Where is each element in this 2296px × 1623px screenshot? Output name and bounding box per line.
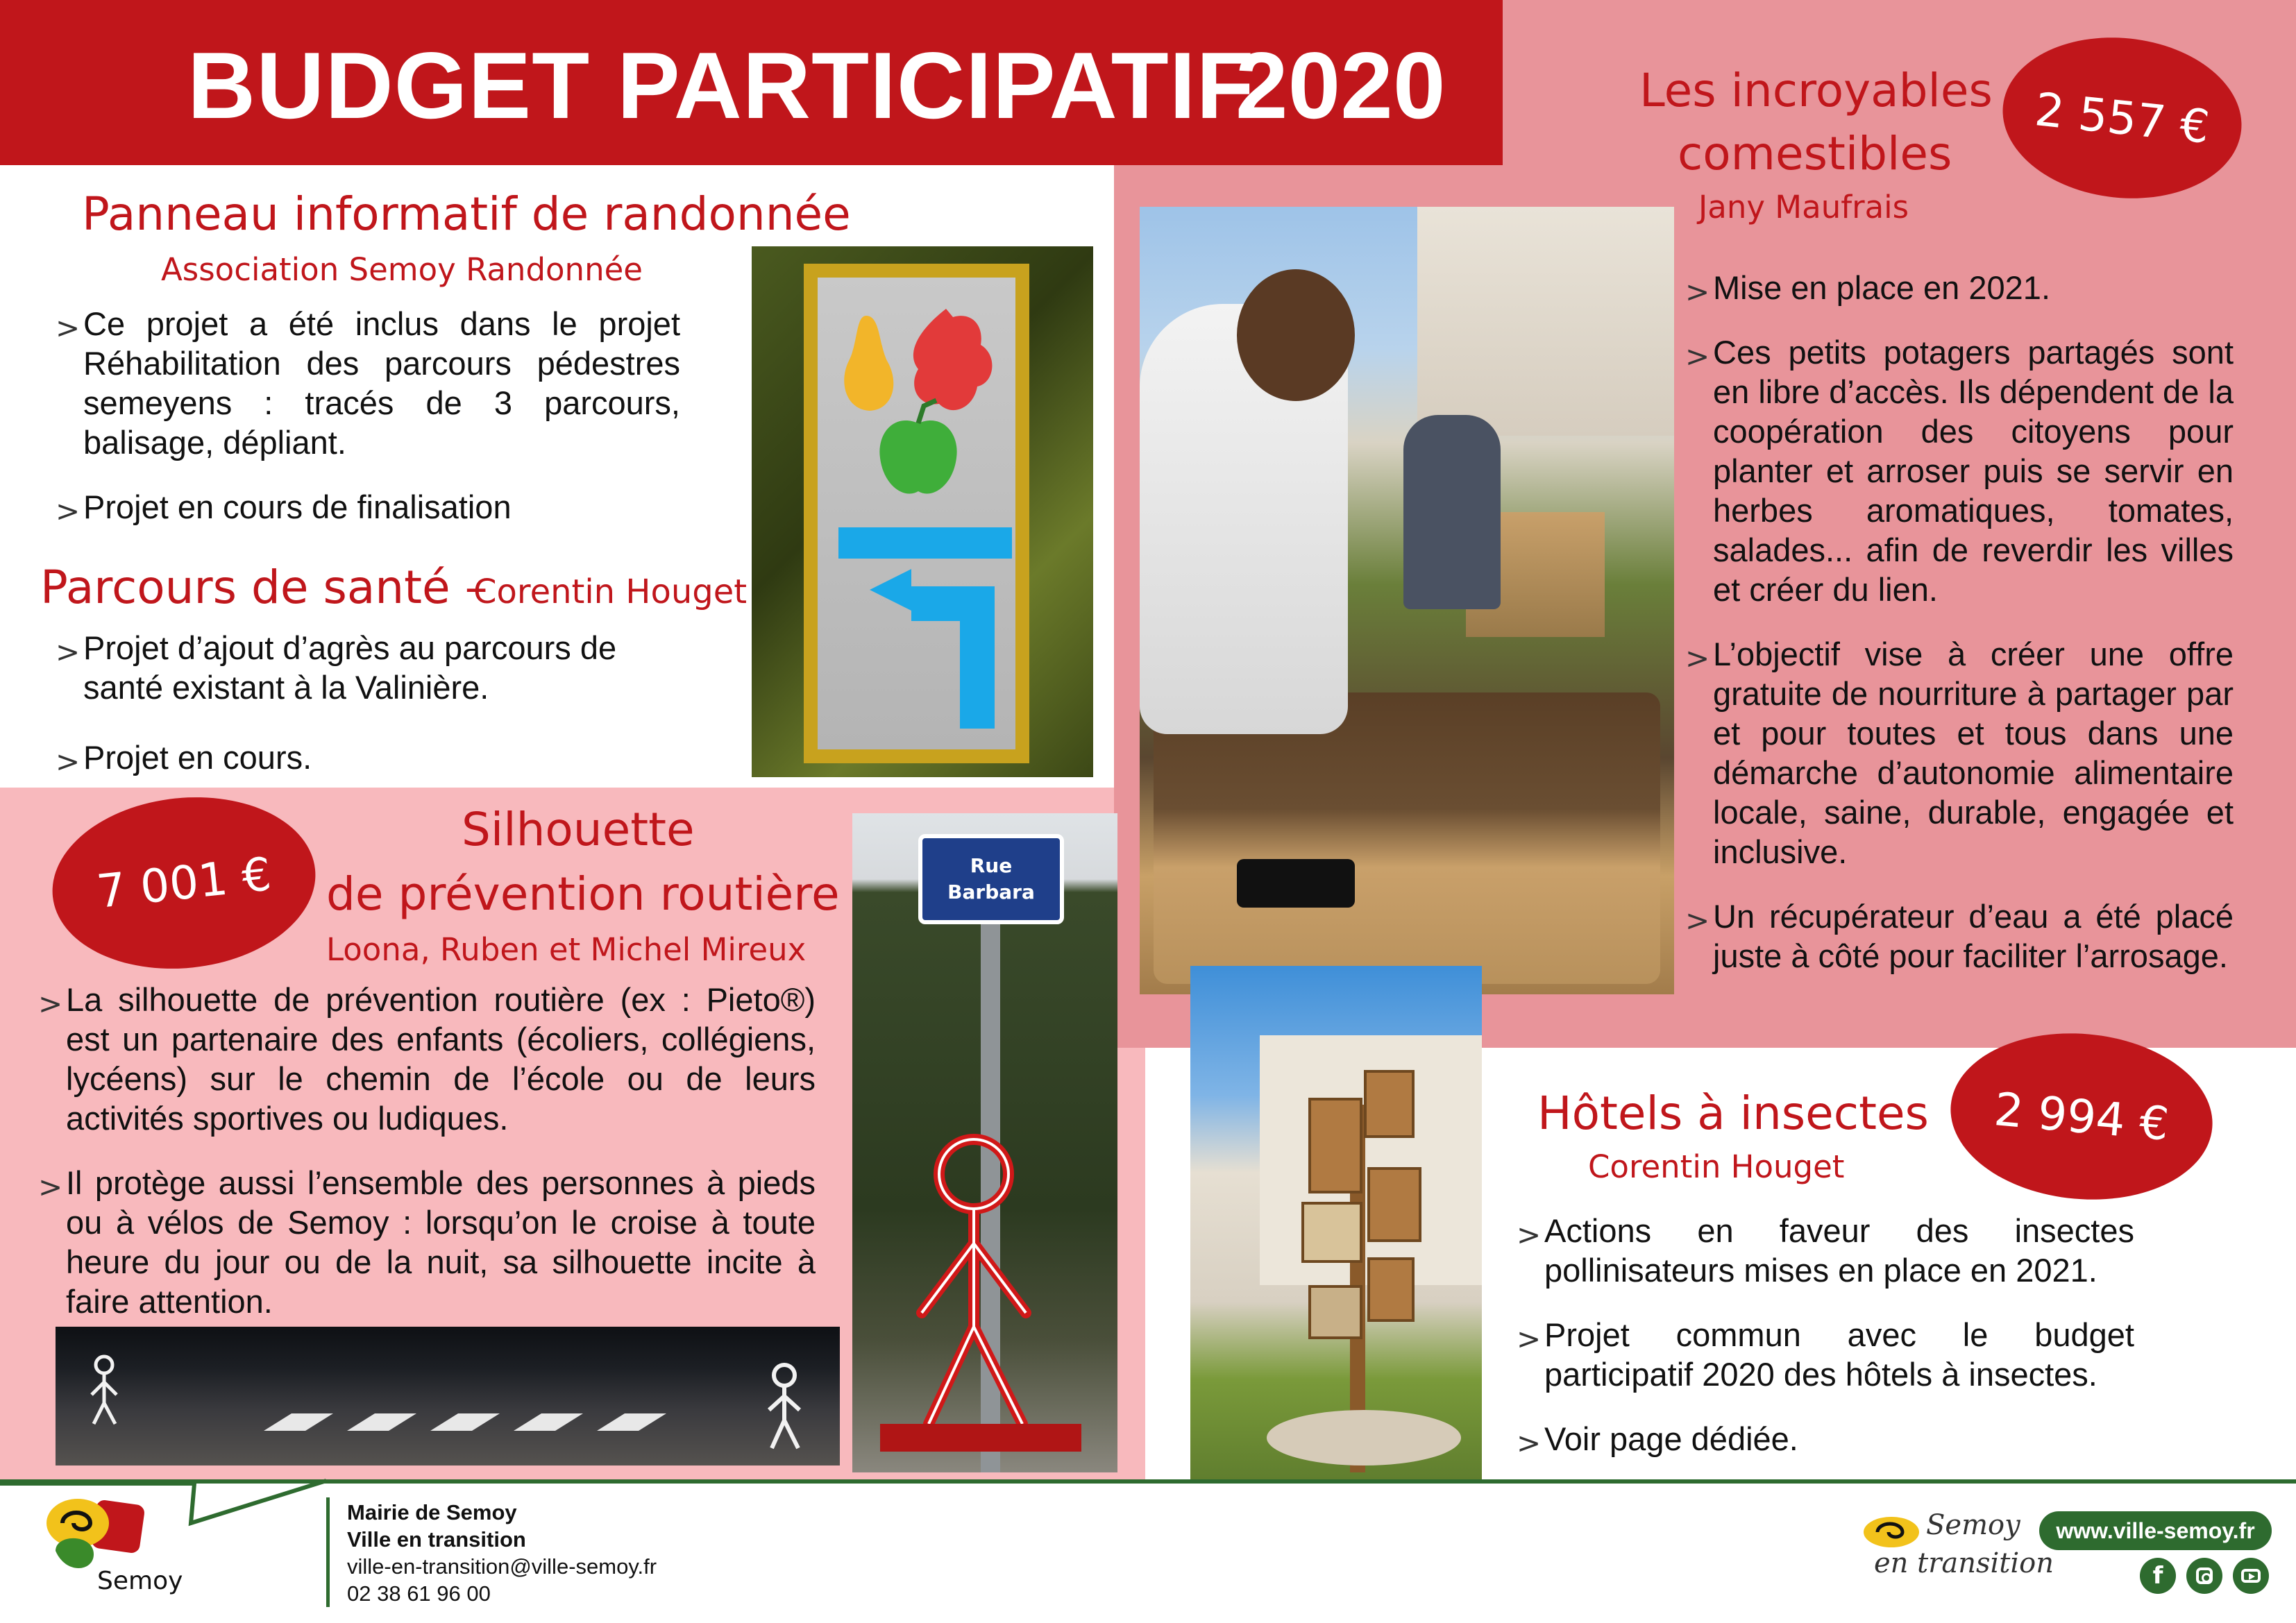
footer-line1: Mairie de Semoy: [347, 1500, 517, 1524]
street-sign-line2: Barbara: [947, 881, 1035, 903]
sante-title: Parcours de santé –: [40, 561, 488, 614]
hotels-price: 2 994 €: [1943, 1023, 2219, 1210]
hotels-bullet-1: > Actions en faveur des insectes pollinisateurs mises en place en 2021.: [1517, 1211, 2134, 1290]
footer-divider: [326, 1497, 330, 1607]
silhouette-title-1: Silhouette: [462, 803, 695, 856]
silhouette-bullet-2: > Il protège aussi l’ensemble des personnes à pieds ou à vélos de Semoy : lorsqu’on le croise à toute heure du jour ou de la nuit, sa silhouette incite à faire attention.: [38, 1163, 816, 1321]
comestibles-bullet-2: > Ces petits potagers partagés sont en libre d’accès. Ils dépendent de la coopération des citoyens pour planter et arroser puis se servir en herbes aromatiques, tomates, salades... afin de reverdir les villes et créer du lien.: [1685, 332, 2234, 609]
comestibles-bullet-4: > Un récupérateur d’eau a été placé juste à côté pour faciliter l’arrosage.: [1685, 897, 2234, 976]
comestibles-title-1: Les incroyables: [1639, 64, 1993, 117]
planter-box: [1154, 692, 1660, 984]
garden-photo: [1140, 207, 1674, 994]
instagram-icon[interactable]: [2186, 1558, 2222, 1594]
person-checkered: [1403, 415, 1501, 609]
apple-icon: [879, 420, 956, 493]
sante-bullet-2: > Projet en cours.: [56, 738, 680, 777]
street-sign-line1: Rue: [970, 854, 1013, 877]
hotel-box-4: [1367, 1167, 1421, 1242]
comestibles-price: 2 557 €: [1995, 26, 2249, 210]
silhouette-bullets: [38, 980, 816, 1346]
comestibles-bullet-1: > Mise en place en 2021.: [1685, 268, 2234, 307]
comestibles-bullets: [1685, 268, 2234, 1001]
transition-logo-line1: Semoy: [1926, 1509, 2020, 1541]
footer-phone: 02 38 61 96 00: [347, 1581, 491, 1606]
person-head: [1237, 269, 1355, 401]
footer-line: [0, 1479, 2296, 1484]
youtube-icon[interactable]: [2233, 1558, 2269, 1594]
hotels-title: Hôtels à insectes: [1537, 1087, 1929, 1140]
hiking-sign-photo: [752, 246, 1093, 777]
facebook-icon[interactable]: f: [2140, 1558, 2176, 1594]
semoy-logo-text: Semoy: [97, 1567, 183, 1595]
website-pill[interactable]: [2039, 1511, 2272, 1550]
website-link[interactable]: www.ville-semoy.fr: [2056, 1518, 2255, 1543]
transition-logo: [1860, 1509, 2054, 1586]
hotels-bullets: [1517, 1211, 2134, 1484]
gravel-base: [1267, 1410, 1461, 1465]
semoy-logo: [28, 1492, 187, 1613]
footer-line2: Ville en transition: [347, 1527, 526, 1552]
silhouette-bullet-1: > La silhouette de prévention routière (ex : Pieto®) est un partenaire des enfants (écoliers, collégiens, lycéens) sur le chemin de l’école ou de leurs activités sportives ou ludiques.: [38, 980, 816, 1138]
phone: [1237, 859, 1355, 908]
night-crosswalk-photo: [56, 1327, 840, 1465]
blue-band: [838, 527, 1012, 559]
transition-logo-line2: en transition: [1874, 1547, 2054, 1579]
hotel-box-1: [1308, 1098, 1362, 1193]
blue-arrow: [870, 569, 995, 729]
hotel-box-2: [1364, 1070, 1415, 1138]
sante-author: Corentin Houget: [473, 572, 748, 611]
silhouette-author: Loona, Ruben et Michel Mireux: [326, 931, 807, 968]
hotel-box-3: [1301, 1202, 1362, 1263]
panneau-title: Panneau informatif de randonnée: [82, 187, 851, 241]
hotel-box-5: [1308, 1285, 1362, 1339]
page-year: 2020: [1235, 33, 1446, 138]
page-title: BUDGET PARTICIPATIF: [187, 33, 1255, 138]
hotels-bullet-2: > Projet commun avec le budget participatif 2020 des hôtels à insectes.: [1517, 1315, 2134, 1394]
panneau-author: Association Semoy Randonnée: [161, 251, 643, 288]
logo-green-leaf: [56, 1538, 94, 1568]
comestibles-bullet-3: > L’objectif vise à créer une offre gratuite de nourriture à partager par et pour toutes et tous dans une démarche d’autonomie alimentaire locale, saine, durable, engagée et inclusive.: [1685, 634, 2234, 872]
house-wall: [1417, 207, 1674, 436]
silhouette-price: 7 001 €: [44, 785, 324, 981]
silhouette-photo: [852, 813, 1117, 1472]
comestibles-author: Jany Maufrais: [1698, 189, 1909, 226]
insect-hotel-photo: [1190, 966, 1482, 1483]
silhouette-small-left-icon: [92, 1357, 117, 1424]
silhouette-title-2: de prévention routière: [326, 867, 840, 921]
hotels-author: Corentin Houget: [1588, 1148, 1845, 1185]
sante-bullet-1: > Projet d’ajout d’agrès au parcours de santé existant à la Valinière.: [56, 628, 680, 707]
hotels-bullet-3: > Voir page dédiée.: [1517, 1419, 2134, 1459]
comestibles-title-2: comestibles: [1678, 127, 1952, 180]
panneau-bullet-2: > Projet en cours de finalisation: [56, 487, 680, 527]
silhouette-small-right-icon: [769, 1365, 800, 1448]
footer-email[interactable]: ville-en-transition@ville-semoy.fr: [347, 1554, 657, 1579]
sante-bullets: [56, 628, 680, 802]
pear-icon: [844, 316, 893, 411]
red-silhouette-figure: [852, 813, 1117, 1472]
panneau-bullets: [56, 304, 680, 552]
fruit-icons: [818, 278, 1015, 749]
panneau-bullet-1: > Ce projet a été inclus dans le projet Réhabilitation des parcours pédestres semeyens : tracés de 3 parcours, balisage, dépliant.: [56, 304, 680, 462]
crosswalk-stripes: [264, 1413, 666, 1431]
hotel-box-6: [1367, 1257, 1415, 1322]
grapes-icon: [913, 309, 993, 410]
